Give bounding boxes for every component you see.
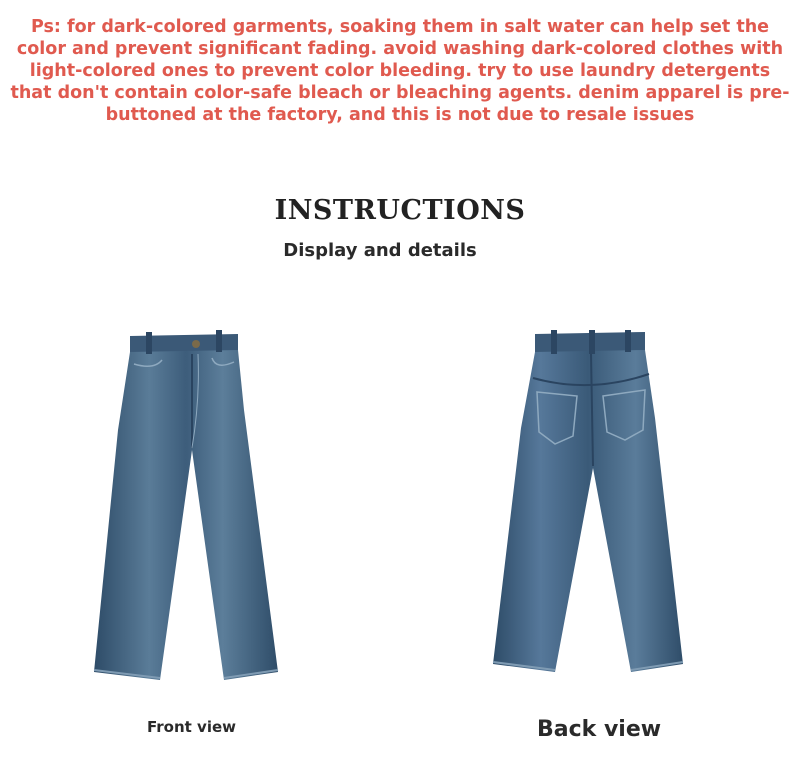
page-title: INSTRUCTIONS <box>274 195 526 226</box>
care-notice: Ps: for dark-colored garments, soaking them in salt water can help set the color and prevent significant fading. avoid washing dark-colored clothes with light-colored ones to prevent color bleeding. try to use laundry detergents that don't contain color-safe bleach or bleaching agents. denim apparel is pre-buttoned at the factory, and this is not due to resale issues <box>10 17 790 125</box>
front-jeans-image <box>88 320 308 690</box>
front-view-caption: Front view <box>147 718 237 736</box>
back-view-caption: Back view <box>537 717 662 742</box>
back-jeans-image <box>485 328 715 682</box>
page-subtitle: Display and details <box>283 240 477 261</box>
